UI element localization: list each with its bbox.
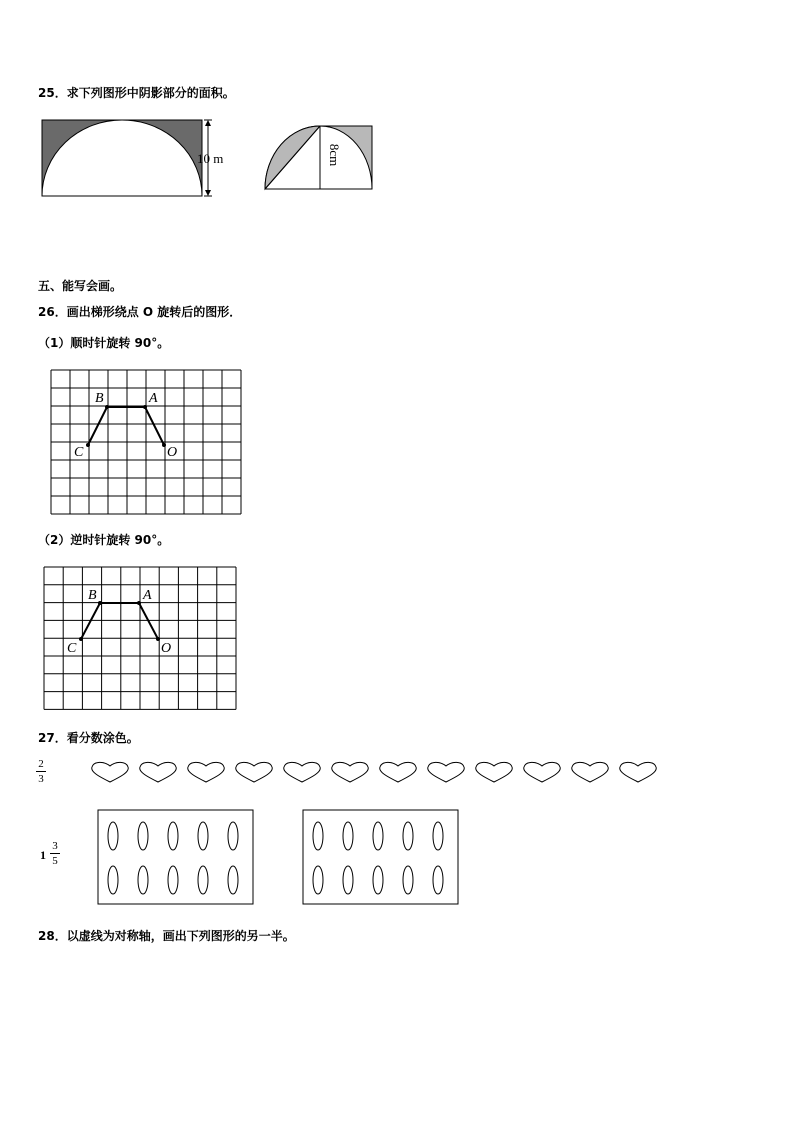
heart-shape[interactable]: [380, 762, 417, 782]
point-o-label: O: [167, 445, 178, 460]
heart-shape[interactable]: [620, 762, 657, 782]
oval-shape[interactable]: [228, 822, 238, 850]
mixed-number-whole: 1: [40, 848, 46, 862]
oval-shape[interactable]: [343, 822, 353, 850]
q25-prompt: 25．求下列图形中阴影部分的面积。: [38, 86, 235, 100]
oval-shape[interactable]: [403, 866, 413, 894]
q26-prompt: 26．画出梯形绕点 O 旋转后的图形．: [38, 305, 242, 319]
point-b-label: B: [88, 588, 97, 603]
heart-shape[interactable]: [476, 762, 513, 782]
oval-shape[interactable]: [343, 866, 353, 894]
oval-shape[interactable]: [138, 866, 148, 894]
oval-shape[interactable]: [108, 822, 118, 850]
q26-grid-counterclockwise: [43, 566, 238, 711]
fraction-denominator: 3: [38, 773, 44, 785]
oval-shape[interactable]: [168, 822, 178, 850]
heart-shape[interactable]: [524, 762, 561, 782]
oval-box-2: [302, 809, 460, 906]
q26-grid-clockwise: [50, 369, 245, 514]
heart-shape[interactable]: [284, 762, 321, 782]
q25-figure-rect-semicircle: [40, 118, 240, 198]
oval-shape[interactable]: [108, 866, 118, 894]
heart-shape[interactable]: [92, 762, 129, 782]
oval-shape[interactable]: [138, 822, 148, 850]
oval-shape[interactable]: [433, 822, 443, 850]
oval-shape[interactable]: [433, 866, 443, 894]
hearts-row: [88, 760, 668, 790]
oval-shape[interactable]: [198, 822, 208, 850]
oval-shape[interactable]: [228, 866, 238, 894]
heart-shape[interactable]: [428, 762, 465, 782]
section-5-heading: 五、能写会画。: [38, 279, 123, 293]
oval-box-1: [97, 809, 255, 906]
oval-shape[interactable]: [313, 822, 323, 850]
q26-part1: （1）顺时针旋转 90°。: [38, 336, 170, 350]
fraction-denominator: 5: [52, 855, 58, 867]
fraction-two-thirds: [36, 758, 46, 785]
fraction-numerator: 3: [52, 840, 58, 852]
oval-shape[interactable]: [168, 866, 178, 894]
point-a-label: A: [143, 588, 152, 603]
oval-shape[interactable]: [373, 822, 383, 850]
point-b-label: B: [95, 391, 104, 406]
q25-fig2-dimension-label: 8cm: [327, 143, 342, 167]
oval-shape[interactable]: [373, 866, 383, 894]
q25-figure-quarter-circle: [263, 125, 378, 195]
heart-shape[interactable]: [188, 762, 225, 782]
point-o-label: O: [161, 641, 172, 656]
q25-fig1-dimension-label: 10 m: [197, 151, 224, 166]
heart-shape[interactable]: [332, 762, 369, 782]
heart-shape[interactable]: [236, 762, 273, 782]
fraction-three-fifths: [50, 840, 60, 867]
fraction-numerator: 2: [38, 758, 44, 770]
q28-prompt: 28．以虚线为对称轴，画出下列图形的另一半。: [38, 929, 295, 943]
oval-shape[interactable]: [198, 866, 208, 894]
heart-shape[interactable]: [140, 762, 177, 782]
point-a-label: A: [149, 391, 158, 406]
point-c-label: C: [74, 445, 84, 460]
q27-prompt: 27．看分数涂色。: [38, 731, 139, 745]
heart-shape[interactable]: [572, 762, 609, 782]
point-c-label: C: [67, 641, 77, 656]
oval-shape[interactable]: [313, 866, 323, 894]
q26-part2: （2）逆时针旋转 90°。: [38, 533, 170, 547]
oval-shape[interactable]: [403, 822, 413, 850]
